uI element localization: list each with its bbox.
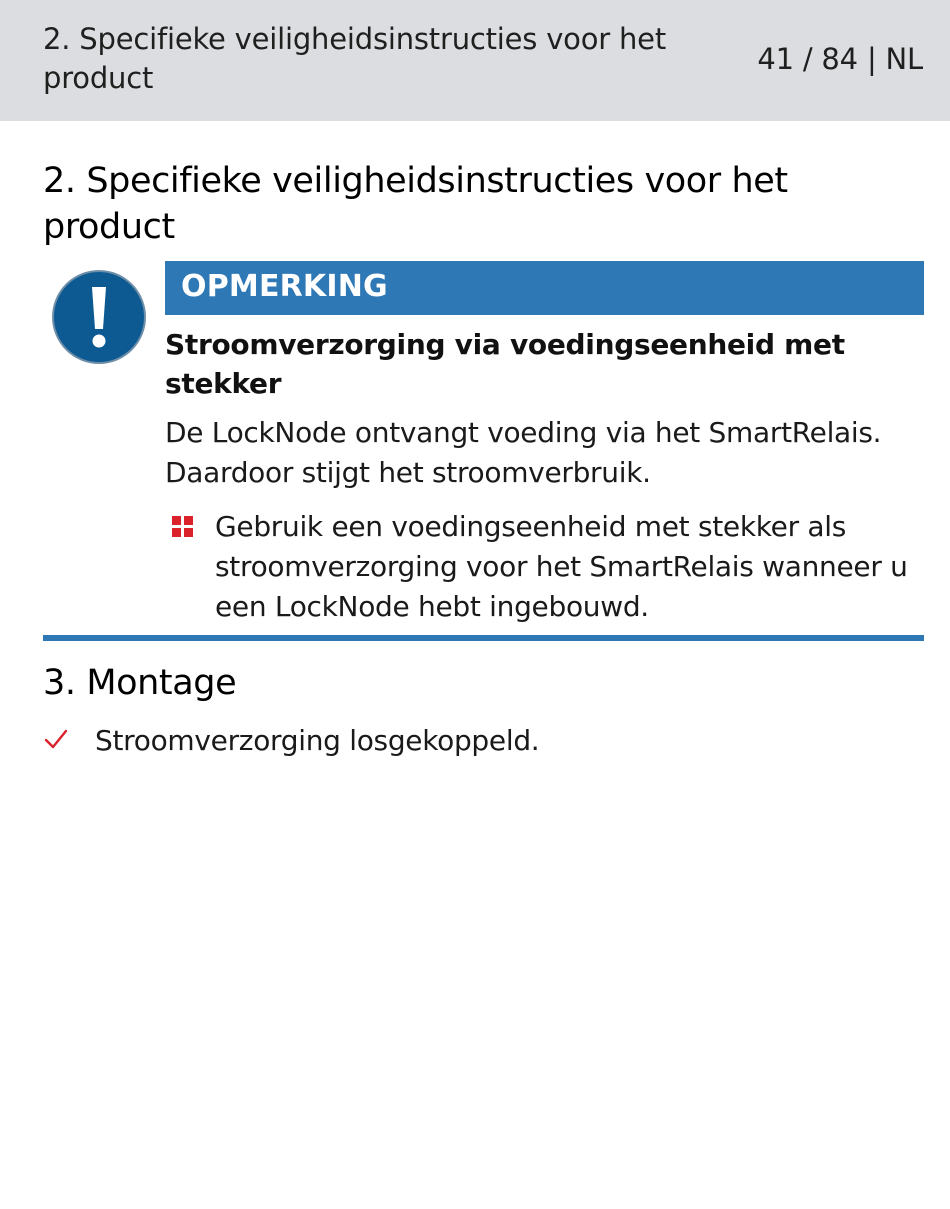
running-title: 2. Specifieke veiligheidsinstructies voor het product — [43, 22, 666, 95]
exclamation-circle-icon — [51, 269, 147, 365]
notice-subtitle: Stroomverzorging via voedingseenheid met stekker — [165, 328, 845, 400]
page-info: 41 / 84 | NL — [757, 42, 923, 76]
notice-divider — [43, 635, 924, 641]
notice-body: De LockNode ontvangt voeding via het SmartRelais. Daardoor stijgt het stroomverbruik. — [165, 416, 882, 489]
montage-title: 3. Montage — [43, 663, 237, 703]
prerequisite-text: Stroomverzorging losgekoppeld. — [95, 724, 540, 757]
red-grid-bullet-icon — [172, 516, 194, 538]
notice-label: OPMERKING — [181, 269, 388, 304]
instruction-text: Gebruik een voedingseenheid met stekker als stroomverzorging voor het SmartRelais wanneer u een LockNode hebt ingebouwd. — [215, 510, 908, 623]
checkmark-icon — [44, 727, 68, 751]
section-title: 2. Specifieke veiligheidsinstructies voor het product — [43, 161, 788, 247]
page-header — [0, 0, 950, 121]
